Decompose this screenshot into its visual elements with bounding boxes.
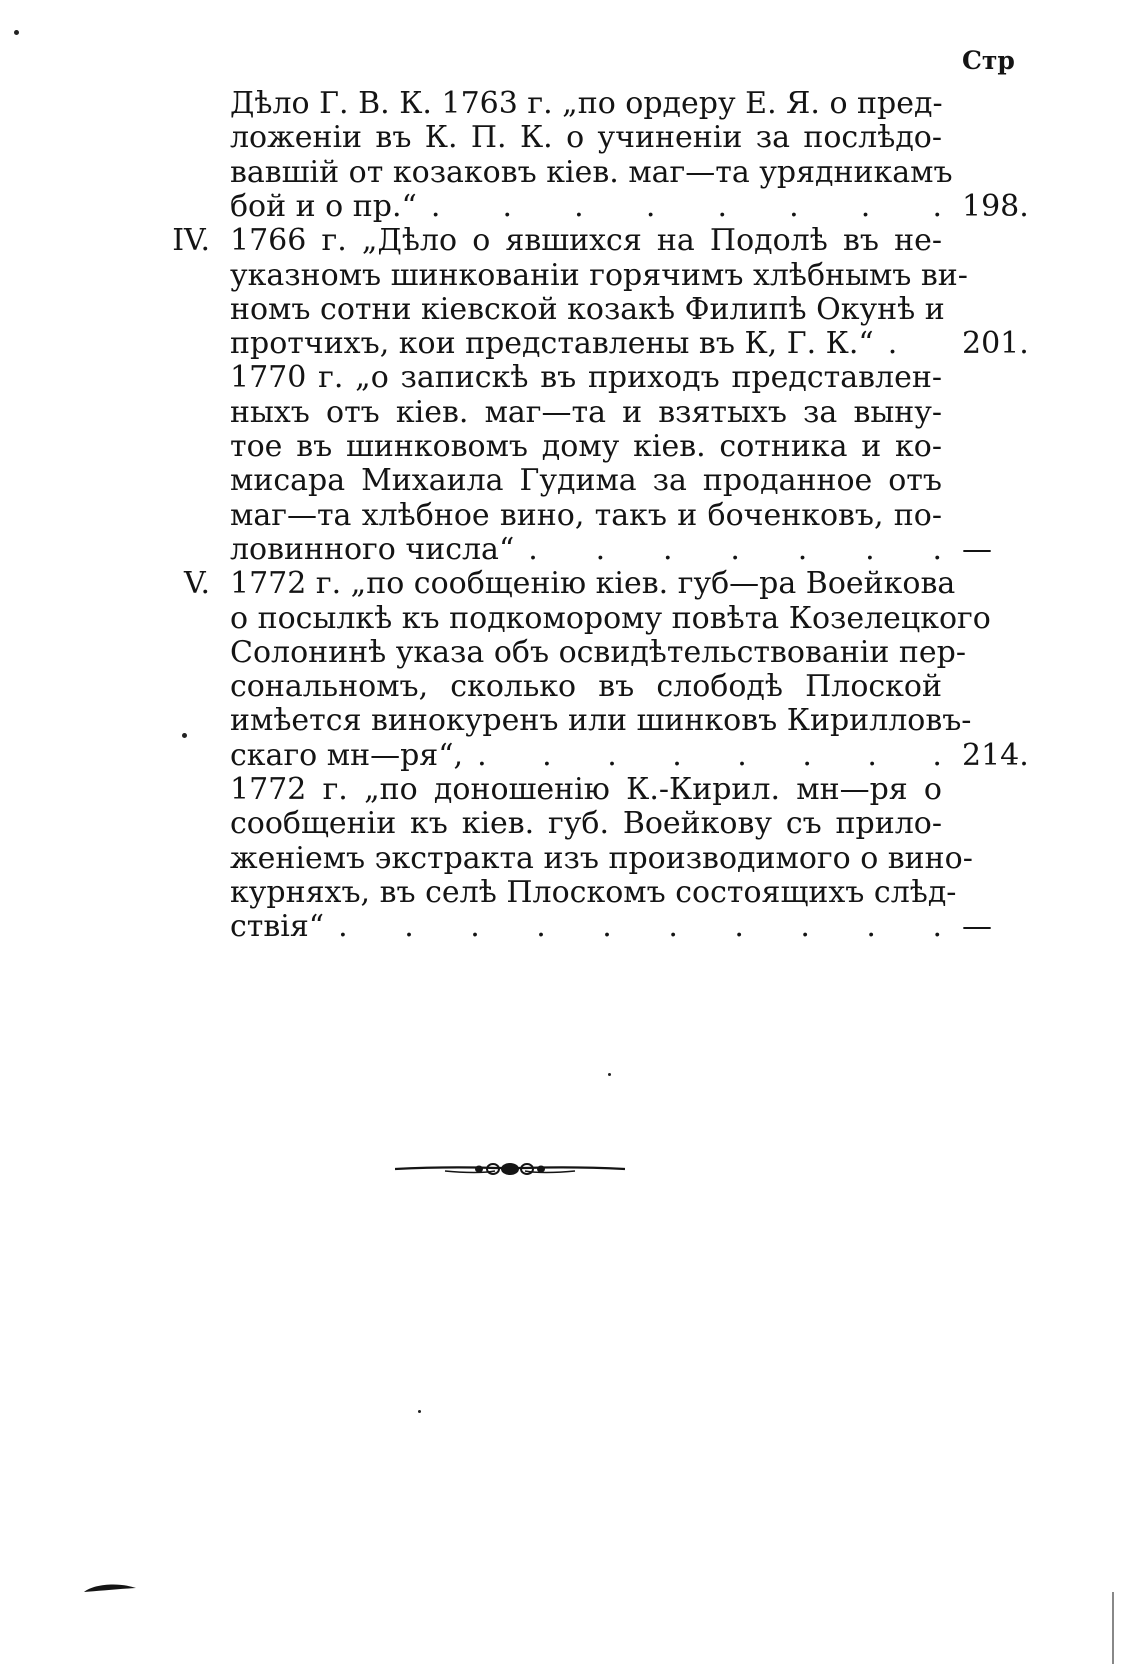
entry-last-line-text: бой и о пр.“	[230, 188, 417, 224]
entry-last-line-text: скаго мн—ря“,	[230, 737, 464, 773]
entry-line: 1766 г. „Дѣло о явшихся на Подолѣ въ не-	[230, 223, 942, 259]
entry-line: сообщеніи къ кіев. губ. Воейкову съ прило-	[230, 806, 942, 842]
ornament-divider-icon	[395, 1158, 625, 1180]
entry-line: Дѣло Г. В. К. 1763 г. „по ордеру Е. Я. о пред-	[230, 86, 943, 121]
entry-last-line	[230, 738, 942, 774]
page-number: —	[962, 909, 992, 945]
entry-line: указномъ шинкованіи горячимъ хлѣбнымъ ви-	[230, 257, 968, 293]
entry-line: маг—та хлѣбное вино, такъ и боченковъ, по-	[230, 497, 942, 533]
entry-line: тое въ шинковомъ дому кіев. сотника и ко-	[230, 429, 942, 464]
entry-line: ложеніи въ К. П. К. о учиненіи за послѣдо-	[230, 120, 942, 156]
entry-line: 1772 г. „по сообщенію кіев. губ—ра Воейкова	[230, 566, 956, 602]
entry-last-line	[230, 326, 942, 362]
entry-line: Солонинѣ указа объ освидѣтельствованіи пер-	[230, 634, 966, 670]
entry-line: имѣется винокуренъ или шинковъ Кирилловъ-	[230, 703, 972, 739]
entry-line: женіемъ экстракта изъ производимого о вино-	[230, 840, 973, 876]
leader-dots: . . . . . . .	[528, 531, 942, 567]
entry-last-line	[230, 532, 942, 568]
entry-line: 1772 г. „по доношенію К.-Кирил. мн—ря о	[230, 772, 942, 807]
entry-line: ныхъ отъ кіев. маг—та и взятыхъ за выну-	[230, 394, 942, 430]
section-numeral: V.	[184, 566, 210, 602]
entry-line: 1770 г. „о запискѣ въ приходъ представлен-	[230, 360, 942, 396]
entry-line: курняхъ, въ селѣ Плоскомъ состоящихъ слѣд-	[230, 874, 957, 910]
page-number: 214.	[962, 737, 1029, 773]
page-edge-line	[1112, 1592, 1114, 1664]
speck	[608, 1073, 611, 1076]
entry-line: о посылкѣ къ подкоморому повѣта Козелецкого	[230, 600, 991, 636]
leader-dots: . . . . . . . . . .	[338, 909, 942, 945]
entry-last-line	[230, 909, 942, 945]
edge-smudge-icon	[84, 1580, 136, 1594]
entry-line: мисара Михаила Гудима за проданное отъ	[230, 463, 942, 499]
leader-dots: . . . . . . . .	[477, 737, 942, 773]
page-column-header: Стр	[962, 46, 1015, 75]
leader-dots: . . . . . . . .	[430, 188, 942, 224]
speck	[418, 1410, 421, 1413]
entry-last-line-text: ловинного числа“	[230, 531, 515, 567]
entry-last-line-text: ствія“	[230, 909, 325, 945]
entry-last-line	[230, 189, 942, 225]
speck	[14, 30, 19, 35]
page-number: 201.	[962, 326, 1029, 362]
entry-line: вавшій от козаковъ кіев. маг—та урядникамъ	[230, 154, 953, 190]
entry-last-line-text: протчихъ, кои представлены въ К, Г. К.“	[230, 326, 874, 362]
section-numeral: IV.	[172, 223, 210, 259]
leader-dots: .	[887, 326, 898, 362]
page-number: 198.	[962, 188, 1029, 224]
entry-line: сональномъ, сколько въ слободѣ Плоской	[230, 669, 942, 705]
speck	[182, 733, 187, 738]
entry-line: номъ сотни кіевской козакѣ Филипѣ Окунѣ и	[230, 291, 945, 327]
page-number: —	[962, 531, 992, 567]
